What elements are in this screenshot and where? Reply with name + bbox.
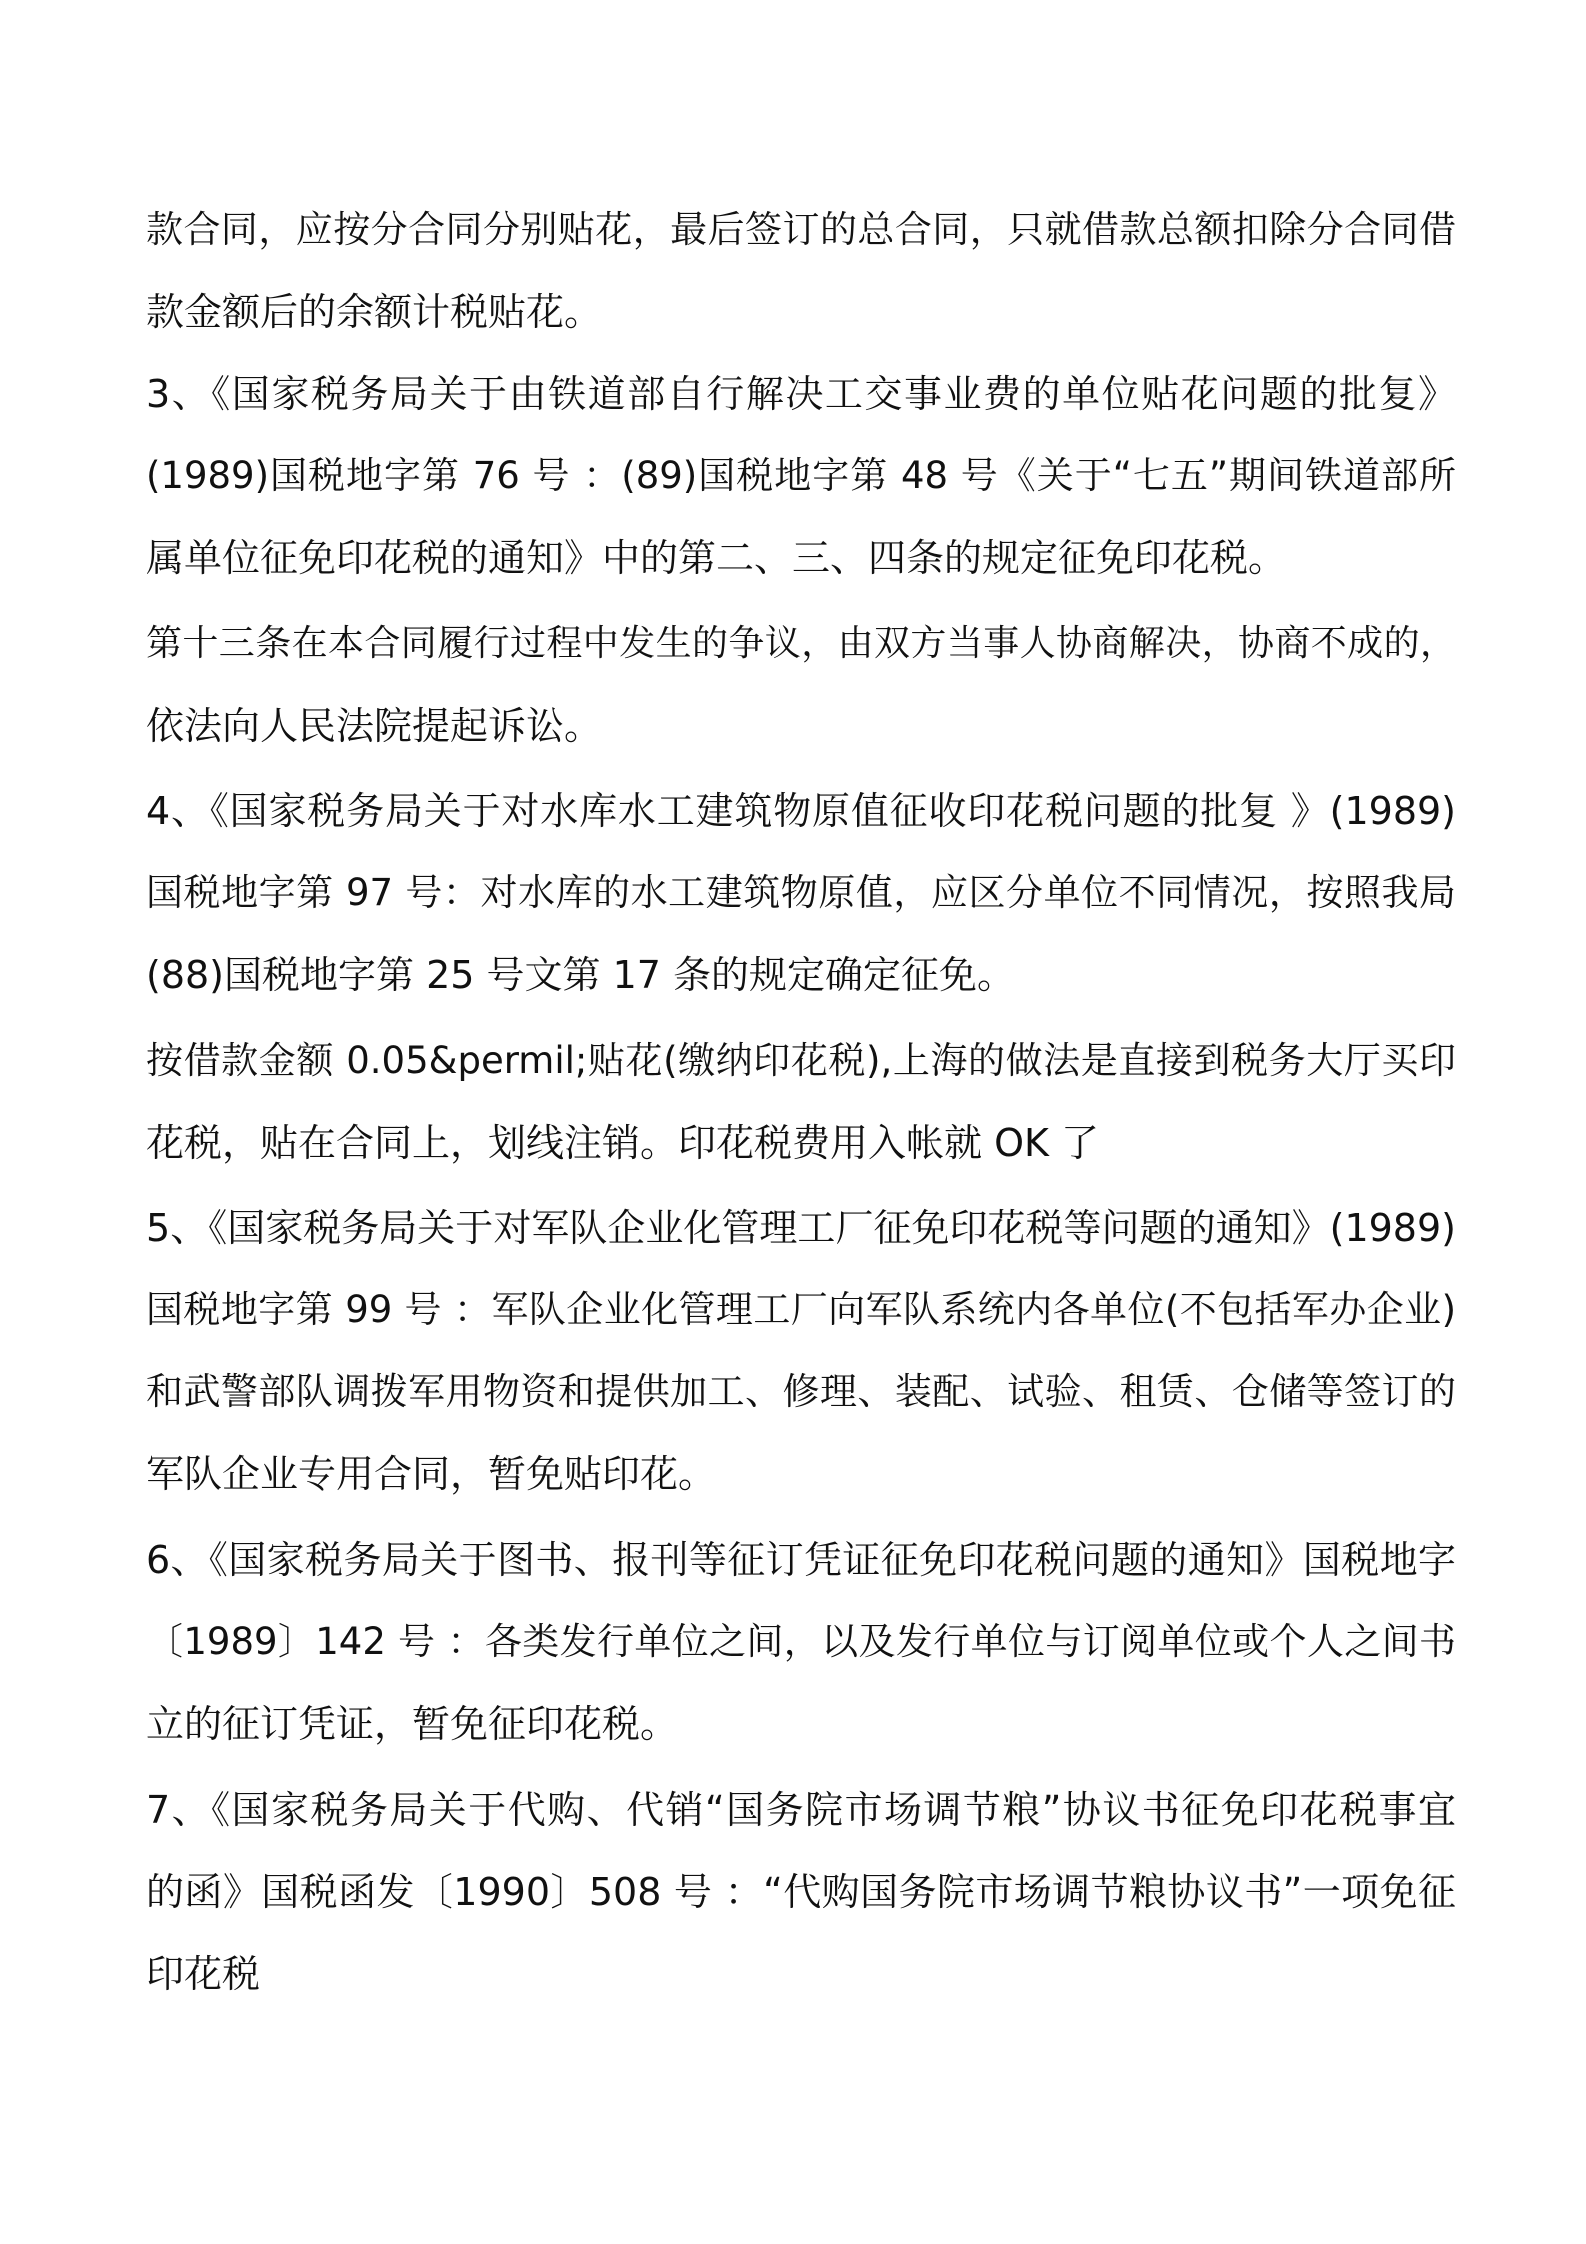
text-line: 3、《国家税务局关于由铁道部自行解决工交事业费的单位贴花问题的批复》 — [146, 372, 1456, 416]
text-line: 4、《国家税务局关于对水库水工建筑物原值征收印花税问题的批复 》(1989) — [146, 789, 1456, 833]
text-line: 国税地字第 97 号：对水库的水工建筑物原值，应区分单位不同情况，按照我局 — [146, 871, 1456, 914]
text-line: (1989)国税地字第 76 号 ：(89)国税地字第 48 号《关于“七五”期间铁道部所 — [146, 454, 1456, 497]
text-line: 款合同，应按分合同分别贴花，最后签订的总合同，只就借款总额扣除分合同借 — [146, 208, 1456, 251]
text-line: 款金额后的余额计税贴花。 — [146, 290, 603, 334]
text-line: 第十三条在本合同履行过程中发生的争议，由双方当事人协商解决，协商不成的， — [146, 623, 1456, 664]
text-line: 7、《国家税务局关于代购、代销“国务院市场调节粮”协议书征免印花税事宜 — [146, 1788, 1456, 1832]
text-line: (88)国税地字第 25 号文第 17 条的规定确定征免。 — [146, 953, 1016, 997]
text-line: 6、《国家税务局关于图书、报刊等征订凭证征免印花税问题的通知》国税地字 — [146, 1538, 1456, 1582]
text-line: 立的征订凭证，暂免征印花税。 — [146, 1702, 679, 1746]
text-line: 花税，贴在合同上，划线注销。印花税费用入帐就 OK 了 — [146, 1121, 1099, 1165]
text-line: 印花税 — [146, 1952, 261, 1996]
text-line: 和武警部队调拨军用物资和提供加工、修理、装配、试验、租赁、仓储等签订的 — [146, 1370, 1456, 1413]
text-line: 〔1989〕142 号 ：各类发行单位之间，以及发行单位与订阅单位或个人之间书 — [146, 1620, 1456, 1663]
text-line: 军队企业专用合同，暂免贴印花。 — [146, 1452, 717, 1496]
text-line: 的函》国税函发〔1990〕508 号 ：“代购国务院市场调节粮协议书”一项免征 — [146, 1870, 1456, 1914]
text-line: 按借款金额 0.05&permil;贴花(缴纳印花税),上海的做法是直接到税务大厅买印 — [146, 1039, 1456, 1082]
text-line: 国税地字第 99 号 ：军队企业化管理工厂向军队系统内各单位(不包括军办企业) — [146, 1288, 1456, 1331]
text-line: 依法向人民法院提起诉讼。 — [146, 704, 603, 748]
text-line: 5、《国家税务局关于对军队企业化管理工厂征免印花税等问题的通知》(1989) — [146, 1206, 1456, 1250]
text-line: 属单位征免印花税的通知》中的第二、三、四条的规定征免印花税。 — [146, 536, 1287, 580]
